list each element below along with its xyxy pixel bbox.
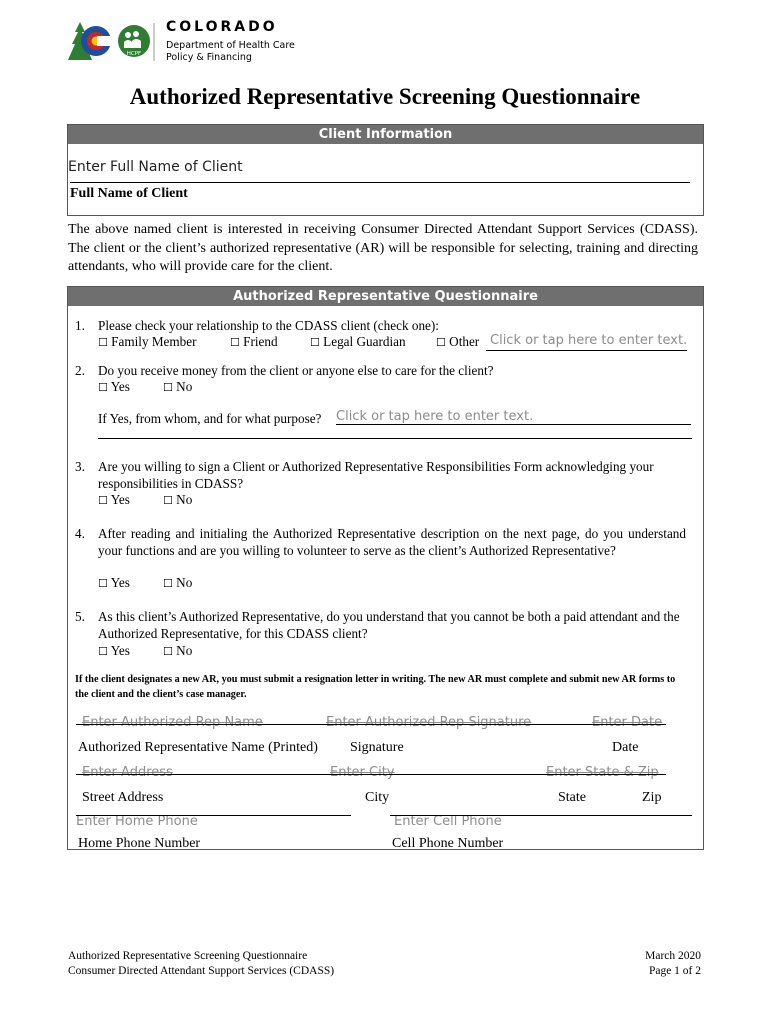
city-input[interactable]: Enter City: [330, 765, 395, 780]
question-4-text: After reading and initialing the Authorized Representative description on the next page, do you understand your functions and are you willing to volunteer to serve as the client’s Authorized Representative?: [98, 526, 686, 558]
signature-line: [76, 724, 666, 725]
date-label: Date: [612, 740, 639, 755]
street-address-label: Street Address: [82, 790, 164, 805]
state-zip-input[interactable]: Enter State & Zip: [546, 765, 659, 780]
question-2-yes[interactable]: ☐ Yes: [98, 379, 130, 394]
rep-signature-input[interactable]: Enter Authorized Rep Signature: [326, 715, 532, 730]
question-2-text: Do you receive money from the client or anyone else to care for the client?: [98, 363, 494, 378]
home-phone-line: [76, 815, 351, 816]
rep-name-input[interactable]: Enter Authorized Rep Name: [82, 715, 263, 730]
questionnaire-section: [67, 286, 704, 850]
footer-right: [645, 949, 701, 979]
address-line: [76, 774, 666, 775]
department-name: Department of Health Care Policy & Financing: [166, 40, 295, 63]
checkbox-icon[interactable]: ☐: [163, 494, 173, 507]
question-2-no[interactable]: ☐ No: [163, 379, 193, 394]
checkbox-icon[interactable]: ☐: [98, 336, 108, 349]
home-phone-input[interactable]: Enter Home Phone: [76, 814, 198, 829]
question-3-no[interactable]: ☐ No: [163, 492, 193, 507]
resignation-notice: If the client designates a new AR, you must submit a resignation letter in writing. The new AR must complete and submit new AR forms to the client and the client’s case manager.: [75, 674, 676, 700]
footer-page-number: Page 1 of 2: [648, 965, 701, 977]
option-friend[interactable]: ☐ Friend: [230, 334, 278, 349]
rep-name-label: Authorized Representative Name (Printed): [78, 740, 318, 755]
question-5-no[interactable]: ☐ No: [163, 643, 193, 658]
intro-paragraph: The above named client is interested in receiving Consumer Directed Attendant Support Services (CDASS). The client or the client’s authorized representative (AR) will be responsible for selecting, training and directing attendants, who will provide care for the client.: [68, 222, 698, 274]
question-2-followup: If Yes, from whom, and for what purpose?: [98, 411, 322, 426]
city-label: City: [365, 790, 390, 805]
question-2-number: 2.: [75, 363, 85, 378]
question-4-number: 4.: [75, 526, 85, 541]
question-4-no[interactable]: ☐ No: [163, 575, 193, 590]
footer-program-name: Consumer Directed Attendant Support Services (CDASS): [68, 965, 335, 977]
checkbox-icon[interactable]: ☐: [98, 381, 108, 394]
cell-phone-input[interactable]: Enter Cell Phone: [394, 814, 502, 829]
question-1-text: Please check your relationship to the CDASS client (check one):: [98, 318, 439, 333]
question-3-text: Are you willing to sign a Client or Authorized Representative Responsibilities Form acknowledging your responsibilities in CDASS?: [98, 459, 654, 491]
cell-phone-label: Cell Phone Number: [392, 836, 504, 851]
checkbox-icon[interactable]: ☐: [436, 336, 446, 349]
home-phone-label: Home Phone Number: [78, 836, 201, 851]
zip-label: Zip: [642, 790, 662, 805]
checkbox-icon[interactable]: ☐: [230, 336, 240, 349]
option-family-member[interactable]: ☐ Family Member: [98, 334, 197, 349]
checkbox-icon[interactable]: ☐: [98, 494, 108, 507]
checkbox-icon[interactable]: ☐: [98, 645, 108, 658]
page-title: Authorized Representative Screening Questionnaire: [129, 84, 641, 109]
question-5-text: As this client’s Authorized Representative, do you understand that you cannot be both a paid attendant and the Authorized Representative, for this CDASS client?: [98, 609, 680, 641]
checkbox-icon[interactable]: ☐: [163, 381, 173, 394]
date-input[interactable]: Enter Date: [592, 715, 663, 730]
checkbox-icon[interactable]: ☐: [163, 645, 173, 658]
other-relationship-input[interactable]: Click or tap here to enter text.: [486, 333, 687, 351]
question-4-yes[interactable]: ☐ Yes: [98, 575, 130, 590]
question-3-yes[interactable]: ☐ Yes: [98, 492, 130, 507]
footer-date: March 2020: [645, 950, 701, 962]
question-1-number: 1.: [75, 318, 85, 333]
colorado-hcpf-logo: [66, 20, 158, 64]
client-name-input[interactable]: Enter Full Name of Client: [68, 159, 243, 175]
signature-label: Signature: [350, 740, 404, 755]
checkbox-icon[interactable]: ☐: [310, 336, 320, 349]
footer-form-title: Authorized Representative Screening Questionnaire: [68, 950, 308, 962]
cell-phone-line: [390, 815, 692, 816]
client-information-header: Client Information: [68, 125, 703, 144]
checkbox-icon[interactable]: ☐: [98, 577, 108, 590]
client-name-underline: [70, 182, 690, 183]
option-legal-guardian[interactable]: ☐ Legal Guardian: [310, 334, 406, 349]
logo-badge-text: HCPF: [126, 51, 142, 57]
state-label: State: [558, 790, 586, 805]
question-5-yes[interactable]: ☐ Yes: [98, 643, 130, 658]
client-information-section: [67, 124, 704, 216]
payment-source-line: [98, 438, 692, 439]
payment-source-input[interactable]: Click or tap here to enter text.: [336, 409, 691, 425]
option-other[interactable]: ☐ Other: [436, 334, 480, 349]
address-input[interactable]: Enter Address: [82, 765, 173, 780]
questionnaire-header: Authorized Representative Questionnaire: [68, 287, 703, 306]
checkbox-icon[interactable]: ☐: [163, 577, 173, 590]
brand-name: COLORADO: [166, 19, 278, 35]
question-3-number: 3.: [75, 459, 85, 474]
client-name-label: Full Name of Client: [70, 186, 188, 201]
question-5-number: 5.: [75, 609, 85, 624]
footer-left: [68, 949, 334, 979]
